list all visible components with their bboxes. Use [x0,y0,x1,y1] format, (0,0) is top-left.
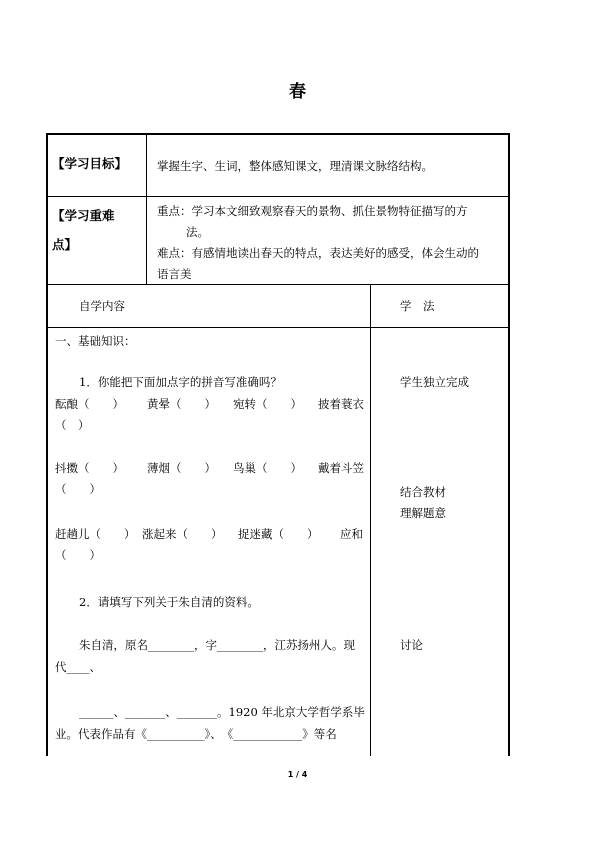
word-item: 薄烟（ ） [147,461,216,475]
difficulty-line2: 语言美 [157,267,192,281]
keypoints-label-line2: 点】 [52,237,78,252]
goals-text: 掌握生字、生词，整体感知课文，理清课文脉络结构。 [157,159,433,173]
table-label-divider [146,133,147,284]
word-item: 赶趟儿（ ） [55,527,136,541]
header-method: 学 法 [400,299,435,313]
word-item: 鸟巢（ ） [233,461,302,475]
focus-line1: 重点：学习本文细致观察春天的景物、抓住景物特征描写的方 [157,204,468,218]
header-content: 自学内容 [79,299,125,313]
focus-line2: 法。 [186,225,209,239]
table-border-left [46,133,48,756]
table-method-divider [370,284,371,756]
bio-line-3: ______、_______、_______。1920 年北京大学哲学系毕 [79,705,365,719]
word-item: 捉迷藏（ ） [238,527,319,541]
word-item: 应和 [340,527,363,541]
table-divider-goals [46,196,509,197]
table-divider-keypoints [46,284,509,285]
word-item: 黄晕（ ） [147,397,216,411]
bio-line-4: 业。代表作品有《__________》、 《____________》等名 [55,727,337,741]
page-title: 春 [289,82,306,102]
method-discuss: 讨论 [400,638,423,652]
table-divider-header [46,327,509,328]
bio-line-1: 朱自清，原名________，字________，江苏扬州人。现 [79,638,355,652]
bio-line-2: 代____、 [55,660,101,674]
keypoints-label-line1: 【学习重难 [52,208,115,223]
goals-label: 【学习目标】 [52,156,128,171]
difficulty-line1: 难点：有感情地读出春天的特点，表达美好的感受，体会生动的 [157,246,479,260]
question-1: 1．你能把下面加点字的拼音写准确吗？ [79,375,282,389]
word-item-wrap: （ ） [55,418,90,432]
section-basic-knowledge: 一、基础知识： [55,334,136,348]
method-independent: 学生独立完成 [400,375,469,389]
page-number: 1 / 4 [287,770,308,779]
table-border-right [508,133,510,756]
question-2: 2．请填写下列关于朱自清的资料。 [79,595,259,609]
word-item: 抖擞（ ） [55,461,124,475]
word-item: 酝酿（ ） [55,397,124,411]
word-item: 涨起来（ ） [142,527,223,541]
word-item: 披着蓑衣 [318,397,364,411]
method-textbook: 结合教材 [400,485,446,499]
word-item-wrap: （ ） [55,548,101,562]
word-item: 宛转（ ） [233,397,302,411]
word-item-wrap: （ ） [55,482,101,496]
table-border-top [46,133,509,135]
method-understand: 理解题意 [400,506,446,520]
word-item: 戴着斗笠 [318,461,364,475]
